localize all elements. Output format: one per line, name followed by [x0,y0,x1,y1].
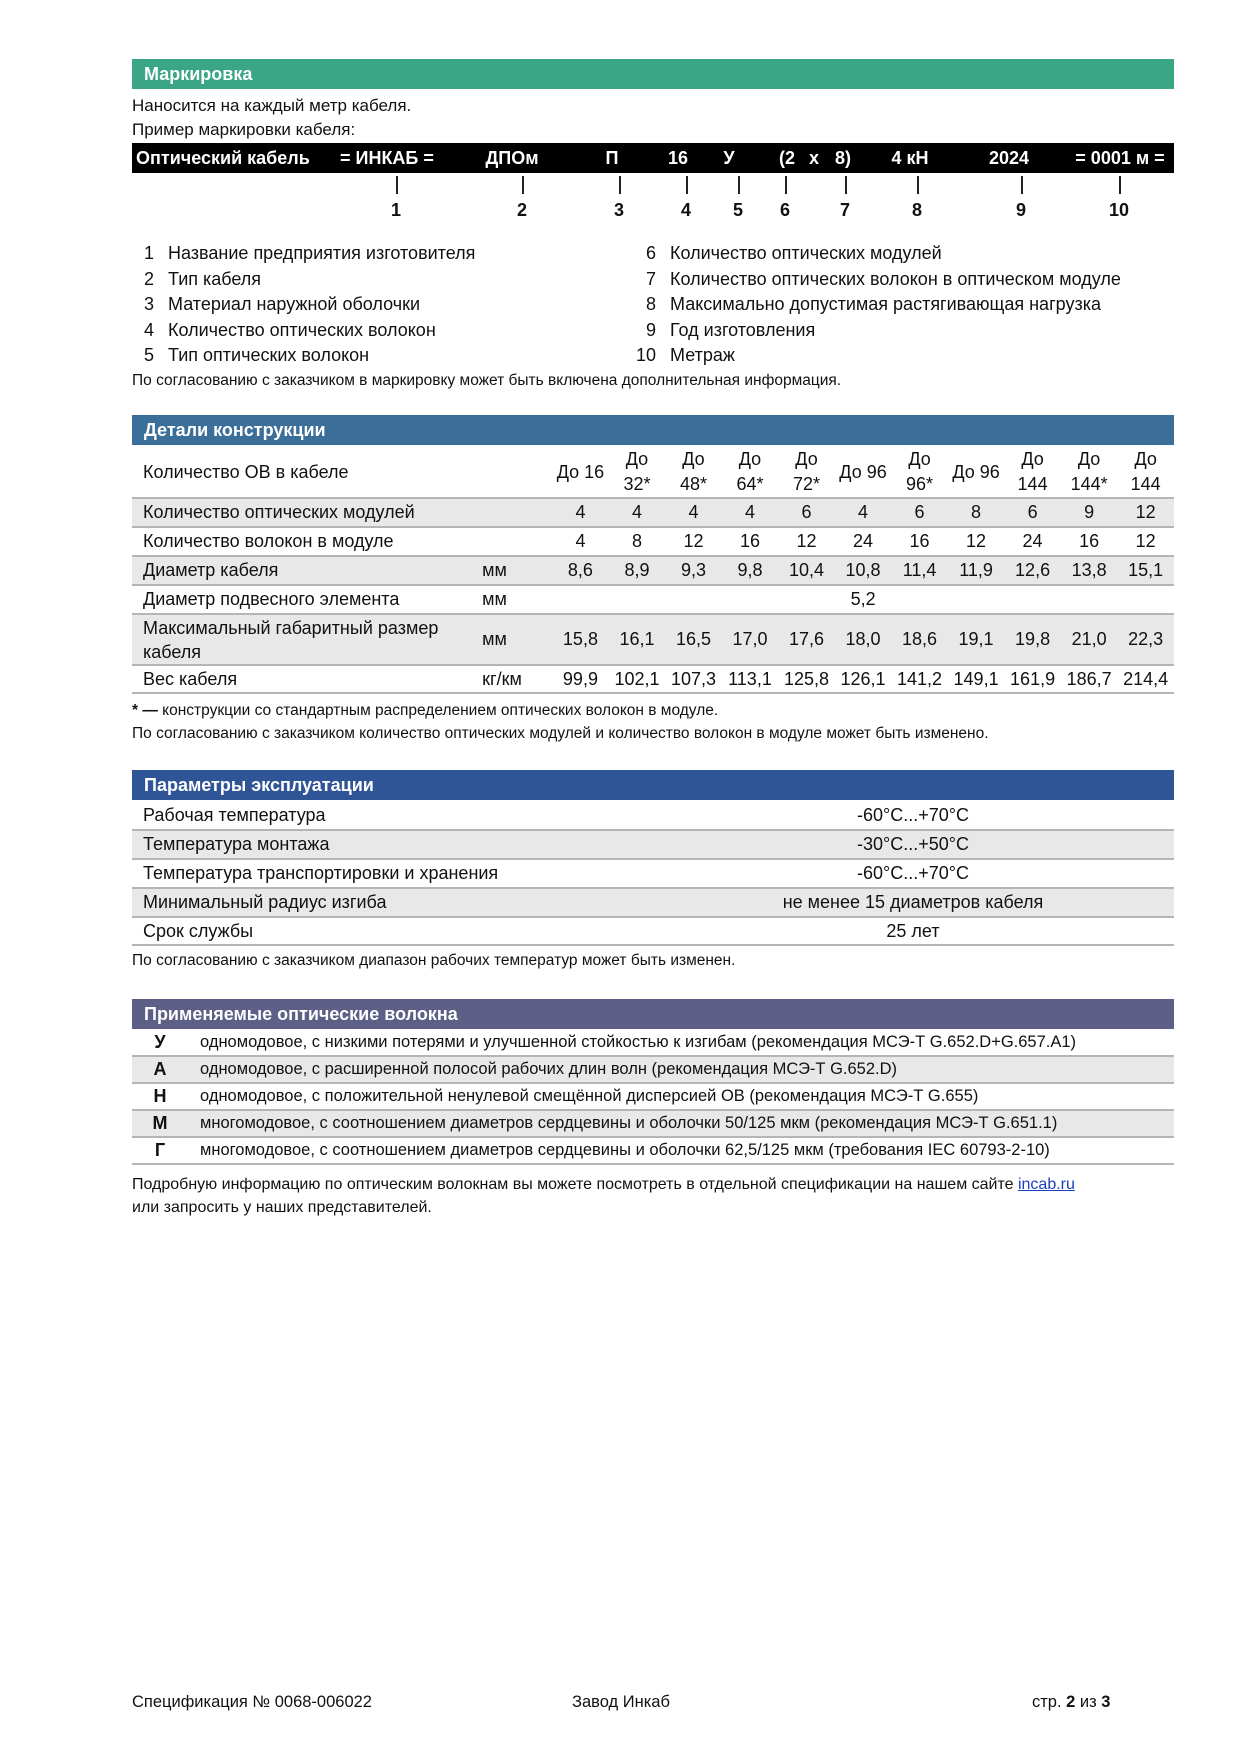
fibers-table-wrap [132,1029,1174,1165]
marking-number: 8 [911,200,922,220]
marking-header: Маркировка [132,59,1174,89]
table-cell: 10,4 [788,560,825,580]
marking-tick [1119,176,1121,194]
fibers-header: Применяемые оптические волокна [132,999,1174,1029]
marking-number: 10 [1108,200,1130,220]
table-cell: 19,8 [1015,629,1051,649]
marking-tick [619,176,621,194]
table-cell: 11,4 [902,560,937,580]
table-cell: 12 [796,531,817,551]
row-label: Рабочая температура [143,804,326,825]
table-row [132,556,1174,585]
table-cell: 6 [801,502,812,522]
marking-intro: Наносится на каждый метр кабеля. [132,96,412,115]
marking-part: У [723,148,735,168]
table-cell: 9,3 [680,560,706,580]
table-cell: До 144* [1070,449,1108,494]
table-row [132,614,1174,665]
table-cell: 8,6 [567,560,593,580]
fiber-description: одномодовое, с низкими потерями и улучшенной стойкостью к изгибам (рекомендация МСЭ-Т G.652.D+G.657.A1) [200,1032,1077,1051]
legend-item: 6 Количество оптических модулей [645,243,942,263]
marking-part: 8) [834,148,851,168]
row-label: Количество оптических модулей [143,502,415,522]
table-cell: 16,1 [619,629,655,649]
table-cell: 125,8 [783,668,830,689]
table-row [132,859,1174,888]
marking-number: 1 [390,200,401,220]
table-cell: 16 [1079,531,1100,551]
table-row [132,585,1174,614]
table-cell: 4 [575,502,586,522]
row-unit [478,447,552,498]
table-cell: 102,1 [614,668,660,689]
marking-number: 3 [613,200,624,220]
table-cell: 18,0 [845,629,881,649]
row-value: -60°С...+70°С [857,804,969,825]
marking-tick [396,176,398,194]
table-cell: 21,0 [1071,629,1107,649]
table-row [132,498,1174,527]
table-cell: 99,9 [562,668,598,689]
marking-tick [917,176,919,194]
marking-tick [738,176,740,194]
table-cell: 11,9 [959,560,993,580]
legend-item: 7 Количество оптических волокон в оптическом модуле [645,268,1121,289]
table-cell: 15,8 [562,629,598,649]
design-table-wrap [132,447,1174,694]
table-row [132,1110,1174,1137]
table-cell: 13,8 [1071,560,1107,580]
footer-spec: Спецификация № 0068-006022 [132,1693,372,1711]
table-cell: До 72* [792,449,821,494]
table-row [132,801,1174,830]
design-table [132,447,1174,694]
table-cell: 17,6 [788,629,825,649]
table-row [132,1083,1174,1110]
row-label: Температура транспортировки и хранения [143,863,499,883]
marking-tick [522,176,524,194]
marking-part: (2 [778,148,795,168]
table-cell: 113,1 [728,668,772,689]
marking-tick [1021,176,1023,194]
table-cell: 6 [914,502,925,522]
table-cell: 141,2 [897,668,943,689]
table-cell: 16 [739,531,760,551]
table-cell: 4 [858,502,869,522]
table-row [132,447,1174,498]
table-cell: 4 [744,502,755,522]
table-cell: 10,8 [845,560,881,580]
table-cell: 19,1 [958,629,994,649]
row-unit [478,498,552,527]
table-cell: 161,9 [1010,668,1056,689]
fiber-code: А [153,1059,167,1079]
marking-example-label: Пример маркировки кабеля: [132,120,356,139]
fiber-description: одномодовое, с расширенной полосой рабочих длин волн (рекомендация МСЭ-Т G.652.D) [200,1060,898,1078]
fiber-code: У [154,1031,166,1052]
table-cell: 214,4 [1123,668,1169,689]
row-unit: мм [482,589,507,609]
table-row [132,1137,1174,1164]
table-cell: До 48* [679,449,707,494]
table-cell: 24 [1022,531,1043,551]
marking-legend-right [620,241,1121,369]
table-cell: 12 [683,531,704,551]
table-cell: 186,7 [1066,668,1112,689]
table-cell: 4 [631,502,642,522]
marking-part: ДПОм [485,148,539,168]
marking-number: 7 [839,200,850,220]
table-cell: 8 [971,502,982,522]
legend-item: 9 Год изготовления [645,319,816,340]
fiber-code: Н [153,1086,167,1106]
design-header: Детали конструкции [132,415,1174,445]
marking-part: = 0001 м = [1075,148,1165,168]
table-cell: До 64* [736,449,764,494]
marking-number: 9 [1015,200,1026,220]
row-label: Минимальный радиус изгиба [143,892,387,912]
row-unit: кг/км [482,668,522,689]
row-label: Количество ОВ в кабеле [143,461,349,482]
table-row [132,1056,1174,1083]
marking-number: 5 [732,200,743,220]
row-unit: мм [482,560,507,580]
fiber-description: одномодовое, с положительной ненулевой смещённой дисперсией ОВ (рекомендация МСЭ-Т G.655) [200,1087,979,1105]
table-cell: До 144 [1130,449,1161,494]
table-cell: 6 [1027,502,1038,522]
fiber-description: многомодовое, с соотношением диаметров сердцевины и оболочки 50/125 мкм (рекомендация МСЭ-Т G.651.1) [200,1114,1058,1132]
table-row [132,1029,1174,1056]
table-cell: 9,8 [737,560,763,580]
table-cell: 16,5 [675,629,711,649]
row-value: -30°С...+50°С [857,834,969,854]
row-value: 25 лет [886,920,940,941]
marking-part: 4 кН [891,148,929,168]
operation-table [132,801,1174,946]
marking-part: = ИНКАБ = [340,148,434,168]
table-cell: 126,1 [840,668,886,689]
legend-item: 3 Материал наружной оболочки [143,294,421,314]
marking-note: По согласованию с заказчиком в маркировку может быть включена дополнительная информация. [132,372,842,389]
footer-company: Завод Инкаб [572,1693,670,1711]
fibers-note: Подробную информацию по оптическим волокнам вы можете посмотреть в отдельной спецификации на нашем сайте incab.ru [132,1176,1075,1193]
table-cell: До 32* [623,449,651,494]
table-cell: 24 [853,531,874,551]
fiber-code: М [152,1113,168,1133]
table-cell: 149,1 [953,668,999,689]
marking-part: х [808,148,819,168]
marking-number: 4 [680,200,691,220]
table-cell: До 96 [839,461,887,482]
marking-number: 2 [516,200,527,220]
marking-legend-left [118,241,475,369]
row-label: Температура монтажа [143,834,330,854]
fiber-description: многомодовое, с соотношением диаметров сердцевины и оболочки 62,5/125 мкм (требования IEC 60793-2-10) [200,1141,1050,1159]
fibers-note-cont: или запросить у наших представителей. [132,1199,432,1216]
operation-note: По согласованию с заказчиком диапазон рабочих температур может быть изменен. [132,952,736,969]
table-cell: До 96* [906,449,934,494]
table-row [132,527,1174,556]
table-cell: 8,9 [624,560,650,580]
row-label: Диаметр кабеля [143,560,279,580]
operation-table-wrap [132,801,1174,946]
table-cell: 16 [909,531,930,551]
table-cell: 18,6 [902,629,938,649]
marking-part: 2024 [988,148,1030,168]
table-cell: 5,2 [850,589,876,609]
operation-header: Параметры эксплуатации [132,770,1174,800]
marking-tick [845,176,847,194]
marking-number: 6 [779,200,790,220]
row-value: -60°С...+70°С [857,863,969,883]
row-label: Вес кабеля [143,668,238,689]
table-cell: 17,0 [732,629,768,649]
marking-tick [785,176,787,194]
table-cell: 12,6 [1015,560,1051,580]
table-cell: 12 [1135,502,1156,522]
table-cell: До 16 [556,461,605,482]
table-cell: 8 [631,531,642,551]
marking-part: Оптический кабель [136,148,310,168]
table-row [132,917,1174,945]
table-row [132,888,1174,917]
marking-part: П [605,148,619,168]
table-cell: До 144 [1017,449,1048,494]
marking-part: 16 [667,148,689,168]
fiber-code: Г [154,1140,166,1160]
row-unit [478,527,552,556]
legend-item: 10 Метраж [635,345,735,365]
table-row [132,665,1174,693]
incab-link[interactable]: incab.ru [1017,1176,1075,1193]
marking-example-bar [132,143,1174,173]
table-cell: 12 [966,531,987,551]
row-label: Количество волокон в модуле [143,531,394,551]
table-cell: 4 [688,502,699,522]
table-cell: 107,3 [670,668,716,689]
row-label: Диаметр подвесного элемента [143,589,400,609]
row-label: Максимальный габаритный размер кабеля [143,617,439,662]
row-unit: мм [482,629,507,649]
design-note-asterisk: * — конструкции со стандартным распределением оптических волокон в модуле. [132,702,719,719]
fibers-table [132,1029,1174,1165]
table-cell: 15,1 [1128,560,1164,580]
table-cell: 4 [575,531,586,551]
legend-item: 1 Название предприятия изготовителя [143,243,476,263]
legend-item: 2 Тип кабеля [143,268,262,289]
row-value: не менее 15 диаметров кабеля [782,892,1044,912]
table-cell: До 96 [952,461,1000,482]
legend-item: 4 Количество оптических волокон [143,319,436,340]
legend-item: 8 Максимально допустимая растягивающая нагрузка [645,294,1101,314]
table-cell: 12 [1135,531,1156,551]
table-cell: 9 [1084,502,1095,522]
table-row [132,830,1174,859]
design-note: По согласованию с заказчиком количество оптических модулей и количество волокон в модуле может быть изменено. [132,725,989,742]
row-label: Срок службы [143,920,254,941]
table-cell: 22,3 [1128,629,1164,649]
legend-item: 5 Тип оптических волокон [143,345,370,365]
footer-page: стр. 2 из 3 [1032,1693,1111,1711]
marking-tick [686,176,688,194]
